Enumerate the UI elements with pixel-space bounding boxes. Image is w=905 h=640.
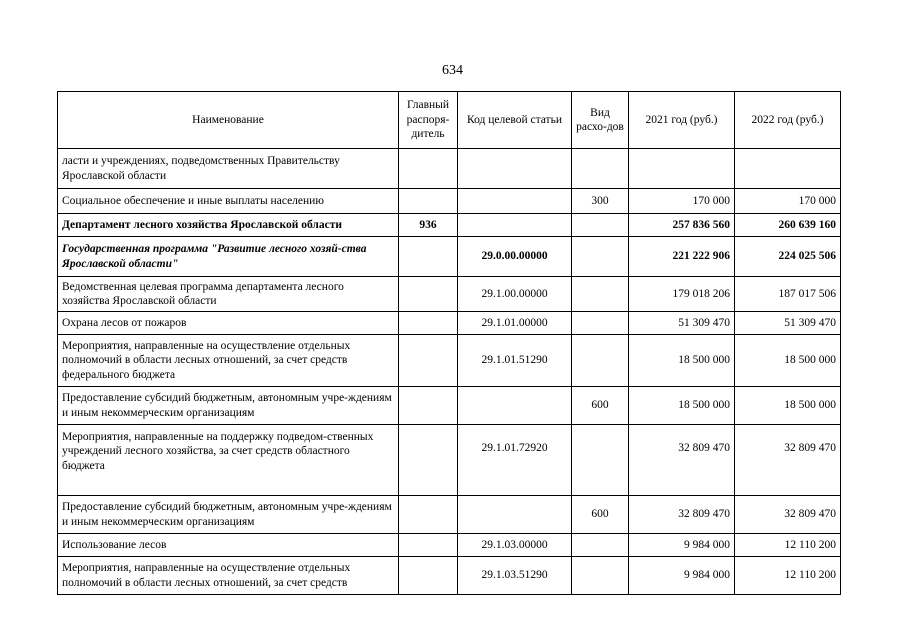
row-2021: 257 836 560 xyxy=(629,214,735,237)
row-type xyxy=(572,214,629,237)
row-2021: 32 809 470 xyxy=(629,496,735,534)
row-2022 xyxy=(735,149,841,189)
row-2022: 32 809 470 xyxy=(735,425,841,496)
table-row xyxy=(58,189,841,214)
row-code: 29.1.01.00000 xyxy=(458,312,572,335)
table-row xyxy=(58,387,841,425)
row-name: Охрана лесов от пожаров xyxy=(58,312,399,335)
row-name: Предоставление субсидий бюджетным, автономным учре-ждениям и иным некоммерческим организациям xyxy=(58,387,399,425)
row-2021: 221 222 906 xyxy=(629,237,735,277)
table-row xyxy=(58,214,841,237)
row-admin xyxy=(399,335,458,387)
row-name: Использование лесов xyxy=(58,534,399,557)
row-name: ласти и учреждениях, подведомственных Правительству Ярославской области xyxy=(58,149,399,189)
row-2021: 9 984 000 xyxy=(629,557,735,595)
row-admin: 936 xyxy=(399,214,458,237)
row-2022: 18 500 000 xyxy=(735,335,841,387)
row-name: Мероприятия, направленные на осуществление отдельных полномочий в области лесных отношений, за счет средств xyxy=(58,557,399,595)
row-type: 600 xyxy=(572,387,629,425)
row-code xyxy=(458,149,572,189)
row-code: 29.1.03.00000 xyxy=(458,534,572,557)
row-admin xyxy=(399,557,458,595)
table-header-row xyxy=(58,92,841,149)
row-code: 29.1.03.51290 xyxy=(458,557,572,595)
row-admin xyxy=(399,149,458,189)
row-2022: 18 500 000 xyxy=(735,387,841,425)
row-name: Социальное обеспечение и иные выплаты населению xyxy=(58,189,399,214)
col-header-2022: 2022 год (руб.) xyxy=(735,92,841,149)
row-type xyxy=(572,277,629,312)
row-2021: 9 984 000 xyxy=(629,534,735,557)
col-header-type: Вид расхо-дов xyxy=(572,92,629,149)
row-name: Мероприятия, направленные на поддержку подведом-ственных учреждений лесного хозяйства, за счет средств областного бюджета xyxy=(58,425,399,496)
row-code xyxy=(458,496,572,534)
col-header-2021: 2021 год (руб.) xyxy=(629,92,735,149)
page-number: 634 xyxy=(442,63,463,78)
col-header-admin: Главный распоря-дитель xyxy=(399,92,458,149)
row-code: 29.1.01.51290 xyxy=(458,335,572,387)
row-2022: 12 110 200 xyxy=(735,534,841,557)
row-2022: 260 639 160 xyxy=(735,214,841,237)
table-row xyxy=(58,237,841,277)
row-admin xyxy=(399,496,458,534)
row-2022: 32 809 470 xyxy=(735,496,841,534)
row-admin xyxy=(399,534,458,557)
table-row xyxy=(58,335,841,387)
col-header-name: Наименование xyxy=(58,92,399,149)
row-name: Мероприятия, направленные на осуществление отдельных полномочий в области лесных отношений, за счет средств федерального бюджета xyxy=(58,335,399,387)
table-row xyxy=(58,557,841,595)
row-admin xyxy=(399,277,458,312)
col-header-code: Код целевой статьи xyxy=(458,92,572,149)
row-code: 29.1.00.00000 xyxy=(458,277,572,312)
table-row xyxy=(58,277,841,312)
row-2021: 18 500 000 xyxy=(629,335,735,387)
row-name: Предоставление субсидий бюджетным, автономным учре-ждениям и иным некоммерческим организациям xyxy=(58,496,399,534)
row-2021: 170 000 xyxy=(629,189,735,214)
row-2022: 170 000 xyxy=(735,189,841,214)
row-2021: 18 500 000 xyxy=(629,387,735,425)
row-type xyxy=(572,149,629,189)
table-row xyxy=(58,425,841,496)
row-type xyxy=(572,335,629,387)
row-type xyxy=(572,534,629,557)
row-type xyxy=(572,425,629,496)
row-code xyxy=(458,214,572,237)
row-admin xyxy=(399,237,458,277)
row-code xyxy=(458,387,572,425)
row-2022: 224 025 506 xyxy=(735,237,841,277)
row-admin xyxy=(399,387,458,425)
row-2022: 187 017 506 xyxy=(735,277,841,312)
row-2022: 51 309 470 xyxy=(735,312,841,335)
row-2021: 179 018 206 xyxy=(629,277,735,312)
row-type: 300 xyxy=(572,189,629,214)
table-row xyxy=(58,312,841,335)
row-2021: 51 309 470 xyxy=(629,312,735,335)
table-row xyxy=(58,149,841,189)
row-name: Государственная программа "Развитие лесного хозяй-ства Ярославской области" xyxy=(58,237,399,277)
row-type xyxy=(572,237,629,277)
row-2022: 12 110 200 xyxy=(735,557,841,595)
row-2021 xyxy=(629,149,735,189)
row-type xyxy=(572,557,629,595)
row-code xyxy=(458,189,572,214)
row-type: 600 xyxy=(572,496,629,534)
table-row xyxy=(58,534,841,557)
row-code: 29.0.00.00000 xyxy=(458,237,572,277)
row-admin xyxy=(399,425,458,496)
row-2021: 32 809 470 xyxy=(629,425,735,496)
table-row xyxy=(58,496,841,534)
row-code: 29.1.01.72920 xyxy=(458,425,572,496)
budget-table xyxy=(57,91,841,595)
row-admin xyxy=(399,312,458,335)
row-admin xyxy=(399,189,458,214)
row-name: Ведомственная целевая программа департамента лесного хозяйства Ярославской области xyxy=(58,277,399,312)
row-type xyxy=(572,312,629,335)
row-name: Департамент лесного хозяйства Ярославской области xyxy=(58,214,399,237)
